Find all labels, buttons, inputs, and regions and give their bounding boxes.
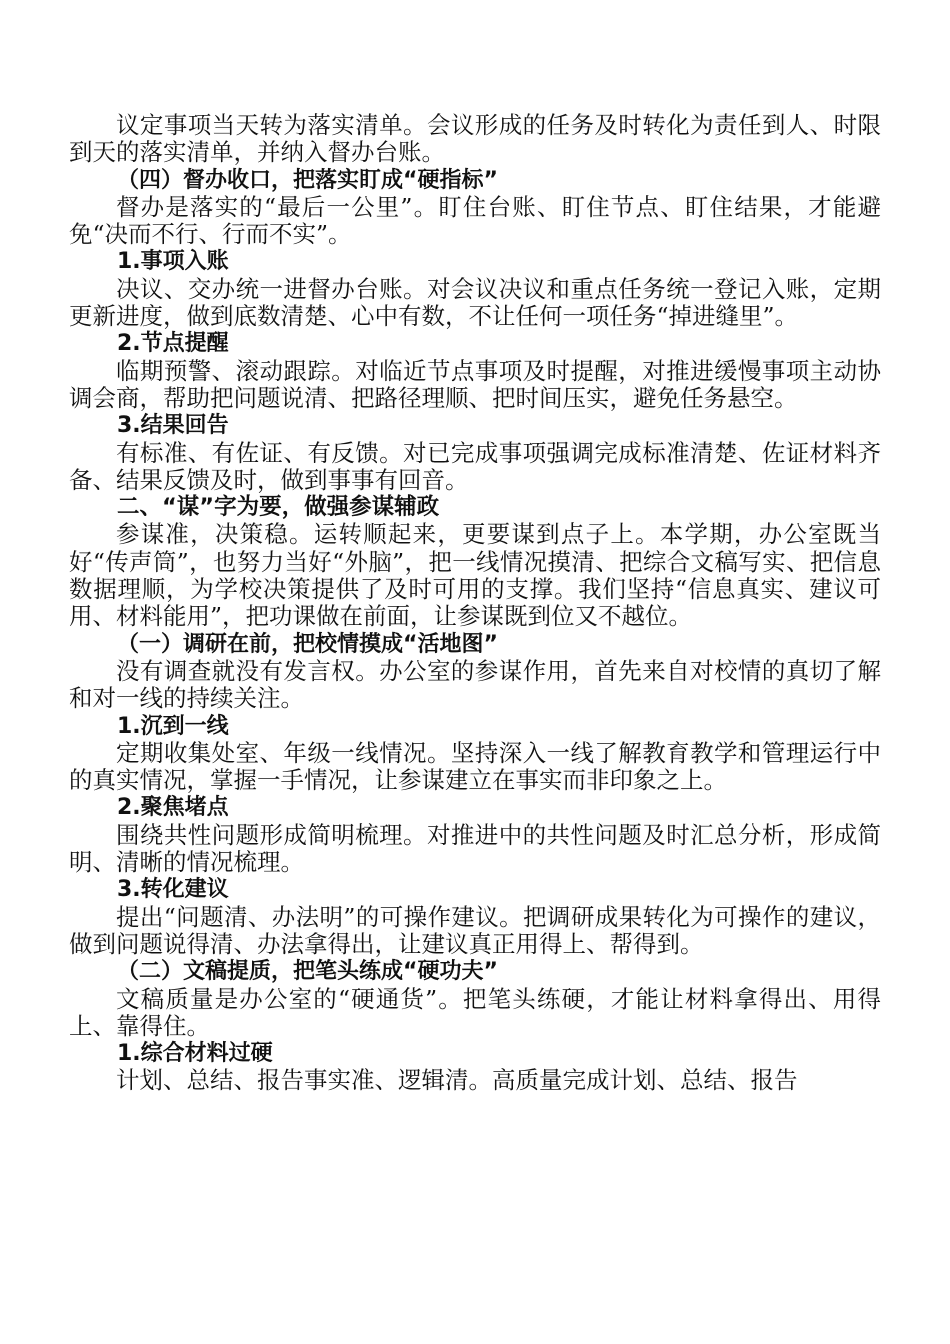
subsection-heading: （二）文稿提质，把笔头练成“硬功夫”	[117, 959, 498, 985]
paragraph: 没有调查就没有发言权。办公室的参谋作用，首先来自对校情的真切了解和对一线的持续关注。	[69, 656, 881, 713]
item-heading: 3.结果回告	[117, 413, 229, 439]
paragraph: 参谋准，决策稳。运转顺起来，更要谋到点子上。本学期，办公室既当好“传声筒”，也努力当好“外脑”，把一线情况摸清、把综合文稿写实、把信息数据理顺，为学校决策提供了及时可用的支撑。我们坚持“信息真实、建议可用、材料能用”，把功课做在前面，让参谋既到位又不越位。	[69, 520, 881, 631]
subsection-heading: （四）督办收口，把落实盯成“硬指标”	[117, 167, 498, 193]
section-heading: 二、“谋”字为要，做强参谋辅政	[117, 494, 440, 521]
paragraph: 议定事项当天转为落实清单。会议形成的任务及时转化为责任到人、时限到天的落实清单，并纳入督办台账。	[69, 111, 881, 167]
paragraph: 有标准、有佐证、有反馈。对已完成事项强调完成标准清楚、佐证材料齐备、结果反馈及时，做到事事有回音。	[69, 438, 881, 494]
paragraph: 决议、交办统一进督办台账。对会议决议和重点任务统一登记入账，定期更新进度，做到底数清楚、心中有数，不让任何一项任务“掉进缝里”。	[69, 274, 881, 331]
item-heading: 1.沉到一线	[117, 713, 229, 739]
item-heading: 3.转化建议	[117, 877, 229, 903]
subsection-heading: （一）调研在前，把校情摸成“活地图”	[117, 631, 498, 657]
paragraph: 计划、总结、报告事实准、逻辑清。高质量完成计划、总结、报告	[116, 1066, 798, 1095]
paragraph: 提出“问题清、办法明”的可操作建议。把调研成果转化为可操作的建议，做到问题说得清、办法拿得出，让建议真正用得上、帮得到。	[69, 902, 881, 958]
paragraph: 定期收集处室、年级一线情况。坚持深入一线了解教育教学和管理运行中的真实情况，掌握一手情况，让参谋建立在事实而非印象之上。	[69, 738, 881, 795]
paragraph: 督办是落实的“最后一公里”。盯住台账、盯住节点、盯住结果，才能避免“决而不行、行而不实”。	[69, 192, 881, 249]
paragraph: 临期预警、滚动跟踪。对临近节点事项及时提醒，对推进缓慢事项主动协调会商，帮助把问题说清、把路径理顺、把时间压实，避免任务悬空。	[69, 356, 881, 412]
item-heading: 1.综合材料过硬	[117, 1041, 273, 1067]
item-heading: 2.节点提醒	[117, 331, 229, 357]
paragraph: 文稿质量是办公室的“硬通货”。把笔头练硬，才能让材料拿得出、用得上、靠得住。	[69, 984, 881, 1040]
item-heading: 1.事项入账	[117, 249, 229, 275]
paragraph: 围绕共性问题形成简明梳理。对推进中的共性问题及时汇总分析，形成简明、清晰的情况梳理。	[69, 820, 881, 877]
item-heading: 2.聚焦堵点	[117, 795, 229, 821]
document-page	[69, 112, 881, 1095]
